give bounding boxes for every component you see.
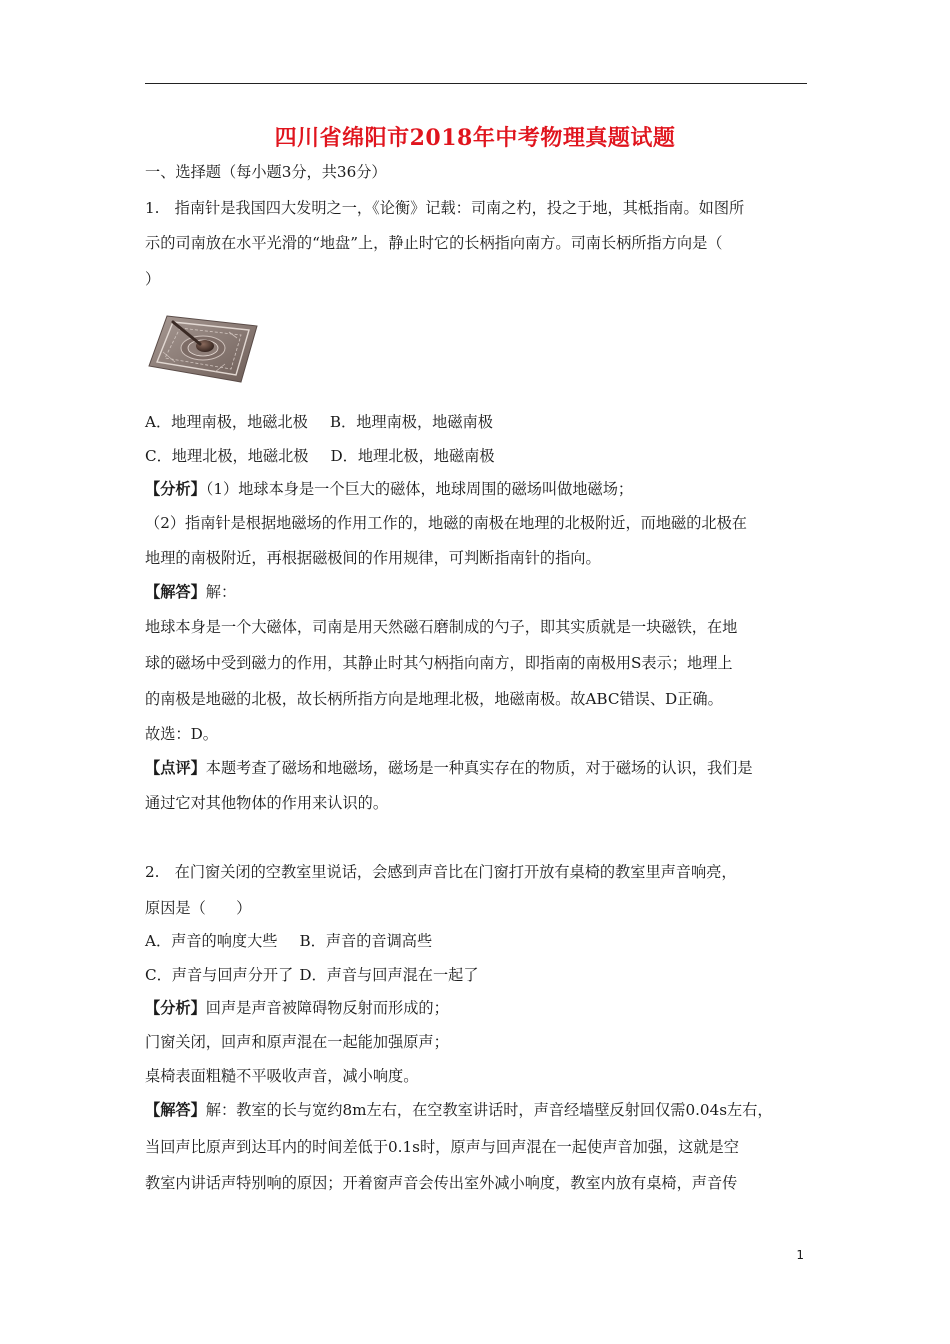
page-title: 四川省绵阳市2018年中考物理真题试题 <box>274 125 676 151</box>
q1-stem-line-1: 1. 指南针是我国四大发明之一，《论衡》记载：司南之杓，投之于地，其柢指南。如图所 <box>145 199 745 217</box>
q2-answer-label: 【解答】 <box>145 1101 206 1119</box>
q1-stem-line-3: ） <box>145 270 161 288</box>
q1-option-b[interactable]: B．地理南极，地磁南极 <box>329 413 493 431</box>
q1-analysis-line-2: （2）指南针是根据地磁场的作用工作的，地磁的南极在地理的北极附近，而地磁的北极在 <box>145 514 747 532</box>
q2-analysis-label: 【分析】 <box>145 999 206 1017</box>
q1-comment-line-2: 通过它对其他物体的作用来认识的。 <box>145 794 388 812</box>
q1-answer-line-1: 地球本身是一个大磁体，司南是用天然磁石磨制成的勺子，即其实质就是一块磁铁，在地 <box>145 618 738 636</box>
q1-answer-head: 解： <box>205 583 237 601</box>
q1-analysis-line-3: 地理的南极附近，再根据磁极间的作用规律，可判断指南针的指向。 <box>145 549 601 567</box>
q1-analysis-line-1 <box>145 479 633 499</box>
q2-stem-line-1: 2. 在门窗关闭的空教室里说话，会感到声音比在门窗打开放有桌椅的教室里声音响亮， <box>145 863 737 881</box>
q2-option-a[interactable]: A．声音的响度大些 <box>145 932 278 950</box>
q2-answer-line-2: 当回声比原声到达耳内的时间差低于0.1s时，原声与回声混在一起使声音加强，这就是空 <box>145 1138 739 1156</box>
q2-analysis-line-1 <box>145 998 449 1018</box>
q2-option-c[interactable]: C．声音与回声分开了 <box>145 966 294 984</box>
q2-analysis-line-2: 门窗关闭，回声和原声混在一起能加强原声； <box>145 1033 449 1051</box>
q2-stem-line-2: 原因是（ ） <box>145 899 252 917</box>
q1-stem-line-2: 示的司南放在水平光滑的“地盘”上，静止时它的长柄指向南方。司南长柄所指方向是（ <box>145 234 723 252</box>
q2-answer-line-3: 教室内讲话声特别响的原因；开着窗声音会传出室外减小响度，教室内放有桌椅，声音传 <box>145 1174 738 1192</box>
q2-option-b[interactable]: B．声音的音调高些 <box>299 932 433 950</box>
q2-options-row-2 <box>145 965 479 985</box>
q1-comment-text-1: 本题考查了磁场和地磁场，磁场是一种真实存在的物质，对于磁场的认识，我们是 <box>205 759 753 777</box>
q1-options-row-2 <box>145 446 495 466</box>
section-heading: 一、选择题（每小题3分，共36分） <box>145 163 387 181</box>
q1-answer-label: 【解答】 <box>145 583 206 601</box>
q2-option-d[interactable]: D．声音与回声混在一起了 <box>299 966 479 984</box>
q1-analysis-label: 【分析】 <box>145 480 206 498</box>
q2-analysis-line-3: 桌椅表面粗糙不平吸收声音，减小响度。 <box>145 1067 419 1085</box>
q1-options-row-1 <box>145 412 493 432</box>
q1-option-a[interactable]: A．地理南极，地磁北极 <box>145 413 308 431</box>
q1-analysis-text-1: （1）地球本身是一个巨大的磁体，地球周围的磁场叫做地磁场； <box>205 480 634 498</box>
q2-answer-line-1 <box>145 1100 773 1120</box>
q1-comment-label: 【点评】 <box>145 759 206 777</box>
q2-analysis-text-1: 回声是声音被障碍物反射而形成的； <box>205 999 449 1017</box>
q1-answer-line-2: 球的磁场中受到磁力的作用，其静止时其勺柄指向南方，即指南的南极用S表示；地理上 <box>145 654 733 672</box>
q1-answer-heading <box>145 582 236 602</box>
q2-options-row-1 <box>145 931 432 951</box>
sinan-compass-image <box>145 302 265 387</box>
q1-option-d[interactable]: D．地理北极，地磁南极 <box>330 447 495 465</box>
q2-answer-text-1: 解：教室的长与宽约8m左右，在空教室讲话时，声音经墙壁反射回仅需0.04s左右， <box>205 1101 773 1119</box>
q1-comment-line-1 <box>145 758 753 778</box>
q1-answer-line-3: 的南极是地磁的北极，故长柄所指方向是地理北极，地磁南极。故ABC错误、D正确。 <box>145 690 723 708</box>
q1-choice: 故选：D。 <box>145 725 218 743</box>
q1-option-c[interactable]: C．地理北极，地磁北极 <box>145 447 309 465</box>
header-rule <box>145 83 807 84</box>
page-number: 1 <box>796 1248 804 1262</box>
